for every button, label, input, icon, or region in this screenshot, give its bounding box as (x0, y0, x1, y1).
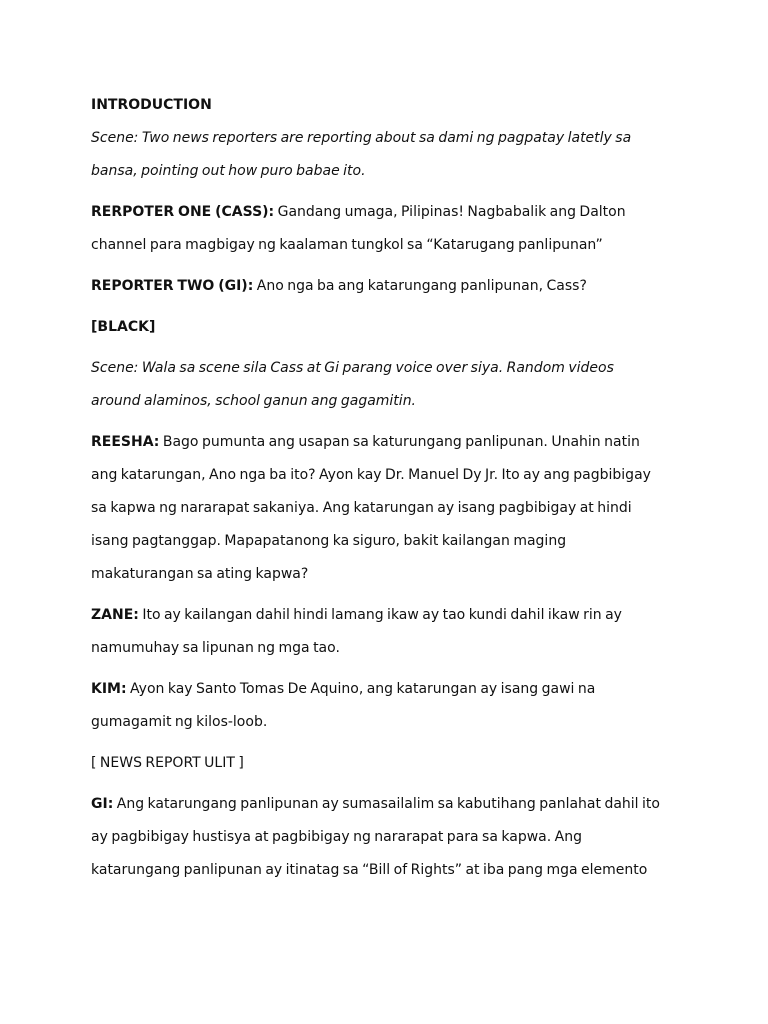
section-heading: INTRODUCTION (91, 97, 212, 113)
text-line: Scene: Wala sa scene sila Cass at Gi parang voice over siya. Random videos (91, 360, 614, 376)
dialogue-gi-2 (91, 791, 691, 890)
dialogue-reesha (91, 429, 691, 594)
text-line: namumuhay sa lipunan ng mga tao. (91, 640, 340, 656)
text-line: gumagamit ng kilos-loob. (91, 714, 268, 730)
speaker-name: REESHA: (91, 434, 160, 450)
text-line: ang katarungan, Ano nga ba ito? Ayon kay Dr. Manuel Dy Jr. Ito ay ang pagbibigay (91, 467, 651, 483)
dialogue-gi (91, 273, 691, 306)
text-line (91, 273, 691, 306)
document-page (91, 92, 691, 890)
speaker-name: REPORTER TWO (GI): (91, 278, 254, 294)
text-line: sa kapwa ng nararapat sakaniya. Ang katarungan ay isang pagbibigay at hindi (91, 500, 632, 516)
text-line: Scene: Two news reporters are reporting about sa dami ng pagpatay latetly sa (91, 130, 632, 146)
text-line: katarungang panlipunan ay itinatag sa “Bill of Rights” at iba pang mga elemento (91, 862, 648, 878)
news-report-cue: [ NEWS REPORT ULIT ] (91, 755, 244, 771)
text-line: makaturangan sa ating kapwa? (91, 566, 309, 582)
dialogue-text: Ano nga ba ang katarungang panlipunan, Cass? (253, 278, 587, 294)
dialogue-text: Ang katarungang panlipunan ay sumasailalim sa kabutihang panlahat dahil ito (113, 796, 660, 812)
text-line: ay pagbibigay hustisya at pagbibigay ng nararapat para sa kapwa. Ang (91, 829, 582, 845)
text-line (91, 199, 691, 232)
text-line: channel para magbigay ng kaalaman tungkol sa “Katarugang panlipunan” (91, 237, 603, 253)
dialogue-text: Bago pumunta ang usapan sa katurungang panlipunan. Unahin natin (159, 434, 640, 450)
dialogue-text: Ayon kay Santo Tomas De Aquino, ang katarungan ay isang gawi na (126, 681, 596, 697)
text-line (91, 791, 691, 824)
text-line: isang pagtanggap. Mapapatanong ka siguro, bakit kailangan maging (91, 533, 567, 549)
dialogue-text: Gandang umaga, Pilipinas! Nagbabalik ang Dalton (274, 204, 626, 220)
text-line (91, 676, 691, 709)
scene-direction (91, 355, 691, 421)
speaker-name: RERPOTER ONE (CASS): (91, 204, 275, 220)
black-cue: [BLACK] (91, 319, 156, 335)
scene-direction (91, 125, 691, 191)
dialogue-text: Ito ay kailangan dahil hindi lamang ikaw ay tao kundi dahil ikaw rin ay (138, 607, 622, 623)
speaker-name: KIM: (91, 681, 127, 697)
text-line: bansa, pointing out how puro babae ito. (91, 163, 366, 179)
text-line: around alaminos, school ganun ang gagamitin. (91, 393, 417, 409)
text-line (91, 602, 691, 635)
dialogue-kim (91, 676, 691, 742)
dialogue-cass (91, 199, 691, 265)
text-line (91, 429, 691, 462)
dialogue-zane (91, 602, 691, 668)
speaker-name: GI: (91, 796, 114, 812)
speaker-name: ZANE: (91, 607, 139, 623)
